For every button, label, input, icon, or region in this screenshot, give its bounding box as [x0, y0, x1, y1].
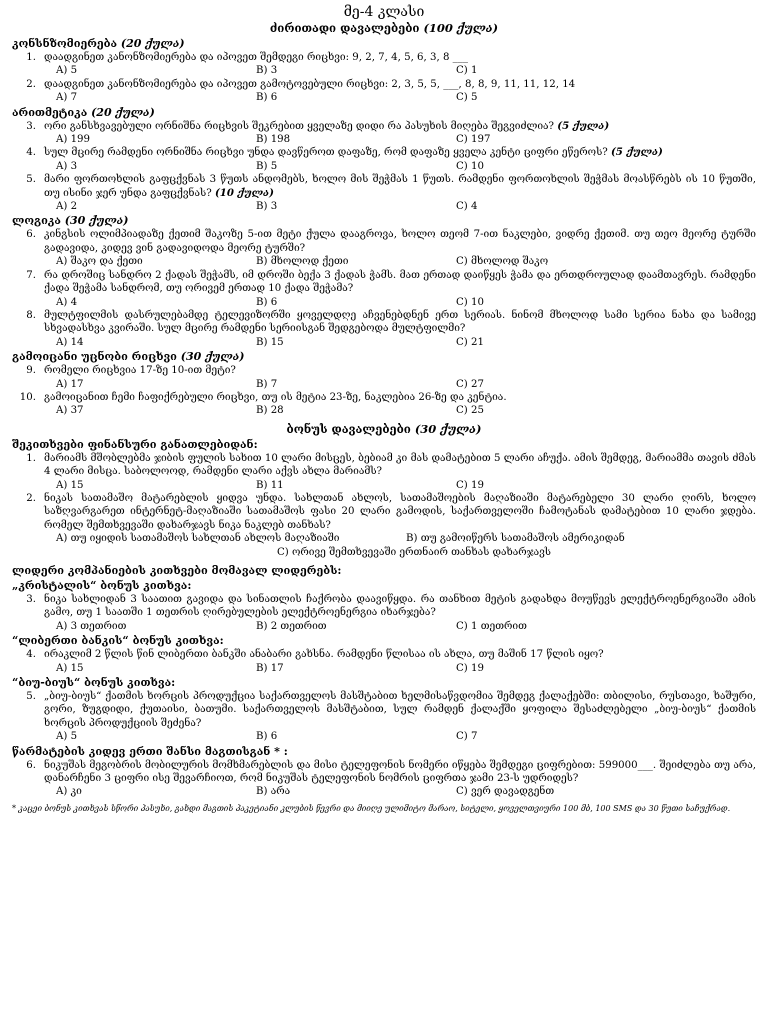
question-text-body: დაადგინეთ კანონზომიერება და იპოვეთ შემდეგი რიცხვი: 9, 2, 7, 4, 5, 6, 3, 8 ___ — [44, 52, 468, 63]
question-number: 7. — [26, 269, 36, 281]
biu-heading: “ბიუ-ბიუს“ ბონუს კითხვა: — [12, 676, 176, 690]
crystal-question — [12, 593, 756, 633]
question-points: (5 ქულა) — [557, 119, 610, 132]
answer-options — [12, 730, 756, 743]
answer-option[interactable]: C) მხოლოდ შაკო — [456, 256, 549, 268]
answer-option[interactable]: A) 37 — [56, 405, 84, 417]
question-row — [12, 309, 756, 336]
answer-option[interactable]: C) 25 — [456, 405, 484, 417]
question-text-body: რა დროშიც სანდრო 2 ქადას შეჭამს, იმ დროში ბექა 3 ქადას ჭამს. მათ ერთად დაიწყეს ჭამა და ერთდროულად დაამთავრეს. რამდენი ქადა შეჭამა სანდრომ, თუ ორივემ ერთად 10 ქადა შეჭამა? — [44, 269, 756, 295]
answer-option[interactable]: C) 10 — [456, 160, 484, 172]
question-number: 1. — [26, 452, 36, 464]
question-text — [44, 146, 756, 159]
question-text — [44, 452, 756, 479]
question-text — [44, 391, 756, 404]
answer-options — [12, 662, 756, 675]
section-points: (20 ქულა) — [91, 105, 155, 119]
question-text-body: ირაკლიმ 2 წლის წინ ლიბერთი ბანკში ანაბარი გახსნა. რამდენი წლისაა ის ახლა, თუ მაშინ 17 წლის იყო? — [44, 649, 604, 661]
answer-options — [12, 296, 756, 309]
question-text — [44, 269, 756, 296]
answer-option[interactable]: B) 17 — [256, 662, 284, 674]
biu-question — [12, 690, 756, 744]
question-points: (5 ქულა) — [610, 146, 663, 159]
answer-options — [12, 378, 756, 391]
answer-option[interactable]: C) 1 — [456, 65, 478, 77]
question-text — [44, 648, 756, 661]
question-row — [12, 648, 756, 661]
answer-option[interactable]: B) 3 — [256, 201, 278, 213]
answer-options-row — [12, 532, 756, 545]
answer-options — [12, 133, 756, 146]
answer-options — [12, 91, 756, 104]
section-heading — [12, 214, 756, 228]
answer-options — [12, 336, 756, 349]
answer-option[interactable]: A) 5 — [56, 731, 78, 743]
question-text — [44, 690, 756, 730]
answer-option[interactable]: A) 5 — [56, 65, 78, 77]
leaders-heading: ლიდერი კომპანიების კითხვები მომავალ ლიდერებს: — [12, 564, 342, 577]
question-row — [12, 51, 756, 64]
answer-option[interactable]: C) 27 — [456, 378, 484, 390]
section-title: გამოიცანი უცნობი რიცხვი — [12, 350, 177, 364]
question-row — [12, 759, 756, 786]
answer-options — [12, 64, 756, 77]
question-text — [44, 364, 756, 377]
question-text — [44, 492, 756, 532]
answer-options — [12, 620, 756, 633]
question-row — [12, 173, 756, 200]
main-tasks-label: ძირითადი დავალებები — [269, 21, 420, 35]
answer-options — [12, 160, 756, 173]
answer-option[interactable]: C) 19 — [456, 662, 484, 674]
answer-option[interactable]: C) ორივე შემთხვევაში ერთნაირ თანხას დახარჯავს — [277, 546, 551, 558]
liberty-question — [12, 648, 756, 675]
question-number: 2. — [26, 492, 36, 504]
bonus-title — [12, 422, 756, 437]
answer-options — [12, 785, 756, 798]
answer-option[interactable]: C) 7 — [456, 731, 478, 743]
question-text — [44, 173, 756, 200]
question-number: 6. — [26, 229, 36, 241]
section-title: არითმეტიკა — [12, 105, 88, 119]
answer-option[interactable]: A) 15 — [56, 479, 84, 491]
question-row — [12, 120, 756, 133]
question-text-body: „ბიუ-ბიუს“ ქათმის ხორცის პროდუქცია საქართველოს მასშტაბით ხელმისაწვდომია შემდეგ ქალაქებში: თბილისი, რუსთავი, ხაშური, გორი, ზუგდიდი, ქუთაისი, ბათუმი. საქართველოს მასშტაბით, სულ რამდენ ქალაქში ყოფილა შესაძლებელი „ბიუ-ბიუს“ ქათმის ხორცის პროდუქციის შეძენა? — [44, 691, 756, 729]
answer-option[interactable]: A) 2 — [56, 201, 78, 213]
answer-option[interactable]: C) 1 თეთრით — [456, 620, 527, 632]
answer-option[interactable]: C) 10 — [456, 296, 484, 308]
answer-option[interactable]: C) 5 — [456, 92, 478, 104]
question-row — [12, 492, 756, 532]
answer-option[interactable]: A) 15 — [56, 662, 84, 674]
question-text-body: კინგსის ოლიმპიადაზე ქეთიმ შაკოზე 5-ით მეტი ქულა დააგროვა, ხოლო თეომ 7-ით ნაკლები, ვიდრე ქეთიმ. თუ თეო მეორე ტურში გადავიდა, კიდევ ვინ გადავიდოდა მეორე ტურში? — [44, 229, 756, 254]
question-number: 4. — [26, 147, 36, 159]
question-number: 2. — [26, 78, 36, 90]
main-tasks-points: (100 ქულა) — [423, 21, 499, 35]
answer-option[interactable]: B) თუ გამოიწერს სათამაშოს ამერიკიდან — [406, 533, 625, 545]
answer-options — [12, 479, 756, 492]
answer-options — [12, 200, 756, 213]
answer-option[interactable]: A) შაკო და ქეთი — [56, 256, 143, 268]
question-text — [44, 309, 756, 336]
question-number: 3. — [26, 120, 36, 132]
question-row — [12, 146, 756, 159]
answer-options — [12, 404, 756, 417]
question-text-body: მარი ფორთოხლის გაფცქვნას 3 წუთს ანდომებს, ხოლო მის შეჭმას 1 წუთს. რამდენი ფორთოხლის შეჭმას მოასწრებს ის 10 წუთში, თუ ისინი ჯერ უნდა გაფცქვნას? — [44, 174, 756, 199]
answer-option[interactable]: A) 4 — [56, 296, 78, 308]
answer-option[interactable]: A) კი — [56, 786, 82, 798]
question-text-body: მულტფილმის დასრულებამდე ტელევიზორში ყოველდღე აჩვენებდნენ ერთ სერიას. ნინომ მხოლოდ სამი სერია ნახა და სამივე სხვადასხვა კვირაში. სულ მცირე რამდენი სერიისგან შედგებოდა მულტფილმი? — [44, 309, 756, 335]
question-text-body: ნიკუშას მეგობრის მობილურის მომხმარებლის და მისი ტელეფონის ნომერი იწყება შემდეგი ციფრებით: 599000___. შეიძლება თუ არა, დანარჩენი 3 ციფრი ისე შევარჩიოთ, რომ ნიკუშას ტელეფონის ნომრის ციფრთა ჯამი 23-ს უდრიდეს? — [44, 759, 756, 785]
question-row — [12, 391, 756, 404]
answer-option[interactable]: C) 21 — [456, 336, 484, 348]
question-text — [44, 593, 756, 620]
bonus-points: (30 ქულა) — [414, 421, 482, 436]
question-number: 8. — [26, 309, 36, 321]
answer-options — [12, 255, 756, 268]
answer-option[interactable]: C) 19 — [456, 479, 484, 491]
question-row — [12, 228, 756, 255]
answer-option[interactable]: C) 197 — [456, 134, 491, 146]
section-heading — [12, 350, 756, 364]
question-text — [44, 51, 756, 64]
question-text — [44, 759, 756, 786]
bonus-label: ბონუს დავალებები — [286, 421, 411, 436]
answer-option[interactable]: B) 15 — [256, 336, 284, 348]
main-tasks-title — [12, 21, 756, 36]
question-number: 3. — [26, 594, 36, 605]
answer-option[interactable]: B) 11 — [256, 479, 284, 491]
answer-option[interactable]: A) თუ იყიდის სათამაშოს სახლთან ახლოს მაღაზიაში — [56, 533, 340, 545]
answer-option[interactable]: A) 199 — [56, 134, 91, 146]
answer-option[interactable]: B) 7 — [256, 378, 278, 390]
answer-option[interactable]: B) 6 — [256, 296, 278, 308]
question-row — [12, 690, 756, 730]
question-text-body: ორი განსხვავებული ორნიშნა რიცხვის შეკრებით ყველაზე დიდი რა პასუხის მიღება შეგვიძლია? — [44, 120, 555, 132]
question-text-body: სულ მცირე რამდენი ორნიშნა რიცხვი უნდა დავწეროთ დაფაზე, რომ დაფაზე ყველა კენტი ციფრი ეწეროს? — [44, 147, 608, 159]
section-title: ლოგიკა — [12, 214, 61, 228]
question-text — [44, 78, 756, 91]
answer-option[interactable]: B) 198 — [256, 134, 291, 146]
question-row — [12, 593, 756, 620]
answer-option[interactable]: B) 3 — [256, 65, 278, 77]
answer-option[interactable]: B) არა — [256, 786, 291, 798]
question-row — [12, 78, 756, 91]
answer-option[interactable]: C) 4 — [456, 201, 478, 213]
question-text-body: დაადგინეთ კანონზომიერება და იპოვეთ გამოტოვებული რიცხვი: 2, 3, 5, 5, ___, 8, 8, 9, 11, 11, 12, 14 — [44, 78, 576, 90]
question-text — [44, 228, 756, 255]
section-points: (30 ქულა) — [64, 214, 129, 228]
liberty-heading: “ლიბერთი ბანკის“ ბონუს კითხვა: — [12, 634, 224, 648]
answer-option[interactable]: A) 3 — [56, 160, 78, 172]
answer-option[interactable]: B) 28 — [256, 405, 284, 417]
answer-option[interactable]: B) 5 — [256, 160, 278, 172]
question-number: 1. — [26, 52, 36, 63]
section-heading — [12, 37, 756, 51]
answer-option[interactable]: A) 7 — [56, 92, 78, 104]
question-number: 9. — [26, 365, 36, 377]
section-heading — [12, 106, 756, 120]
question-text-body: გამოიცანით ჩემი ჩაფიქრებული რიცხვი, თუ ის მეტია 23-ზე, ნაკლებია 26-ზე და კენტია. — [44, 391, 507, 403]
question-text — [44, 120, 756, 133]
answer-option[interactable]: A) 17 — [56, 378, 84, 390]
question-text-body: რომელი რიცხვია 17-ზე 10-ით მეტი? — [44, 365, 236, 377]
question-text-body: მარიამს მშობლებმა ჯიბის ფულის სახით 10 ლარი მისცეს, ბებიამ კი მას დამატებით 5 ლარი აჩუქა. ამის შემდეგ, მარიამმა თავის ძმას 4 ლარი მისცა. საბოლოოდ, რამდენი ლარი აქვს ახლა მარიამს? — [44, 452, 756, 478]
footnote: * კაცეი ბონუს კითხვას სწორი პასუხი, გახდი მაგთის პაკეტიანი კლუბის წევრი და მიიღე ულიმიტო მარაო, სიტელი, ყოველთვიური 100 მბ, 100 SMS და 30 წუთი საჩუქრად. — [12, 803, 731, 813]
answer-options — [12, 532, 756, 559]
magti-heading: წარმატების კიდევ ერთი შანსი მაგთისგან * : — [12, 744, 288, 758]
answer-option[interactable]: B) 6 — [256, 731, 278, 743]
question-row — [12, 452, 756, 479]
answer-option[interactable]: B) მხოლოდ ქეთი — [256, 256, 349, 268]
section-title: კონსნზომიერება — [12, 37, 118, 50]
question-number: 5. — [26, 174, 36, 186]
question-number: 5. — [26, 691, 36, 703]
question-points: (10 ქულა) — [214, 186, 274, 199]
answer-option[interactable]: B) 2 თეთრით — [256, 620, 327, 632]
answer-option[interactable]: A) 3 თეთრით — [56, 620, 127, 632]
finance-heading: შეკითხვები ფინანსური განათლებიდან: — [12, 437, 258, 451]
answer-option[interactable]: A) 14 — [56, 336, 84, 348]
magti-question — [12, 759, 756, 799]
question-text-body: ნიკა სახლიდან 3 საათით გავიდა და სინათლის ჩაქრობა დაავიწყდა. რა თანხით მეტის გადახდა მოუწევს ელექტროენერგიაში ამის გამო, თუ 1 საათში 1 თეთრის ღირებულების ელექტროენერგია იხარჯება? — [44, 594, 756, 619]
section-points: (30 ქულა) — [180, 350, 245, 364]
answer-option[interactable]: B) 6 — [256, 92, 278, 104]
question-number: 10. — [19, 391, 36, 403]
main-sections — [12, 37, 756, 418]
section-points: (20 ქულა) — [120, 37, 185, 50]
question-row — [12, 364, 756, 377]
class-title: მე-4 კლასი — [343, 4, 425, 20]
question-text-body: ნიკას სათამაშო მატარებლის ყიდვა უნდა. სახლთან ახლოს, სათამაშოების მაღაზიაში მატარებელი 30 ლარი ღირს, ხოლო საზღვარგარეთ ინტერნეტ-მაღაზიაში სათამაშოს ფასი 20 ლარი გამოდის, საქართველოში ჩამოტანას დამატებით 10 ლარი ჯდება. რომელ შემთხვევაში დახარჯავს ნიკა ნაკლებ თანხას? — [44, 492, 756, 531]
answer-option[interactable]: C) ვერ დავადგენთ — [456, 786, 555, 798]
question-number: 4. — [26, 649, 36, 661]
question-number: 6. — [26, 759, 36, 771]
finance-questions — [12, 452, 756, 559]
crystal-heading: „კრისტალის“ ბონუს კითხვა: — [12, 579, 192, 592]
question-row — [12, 269, 756, 296]
